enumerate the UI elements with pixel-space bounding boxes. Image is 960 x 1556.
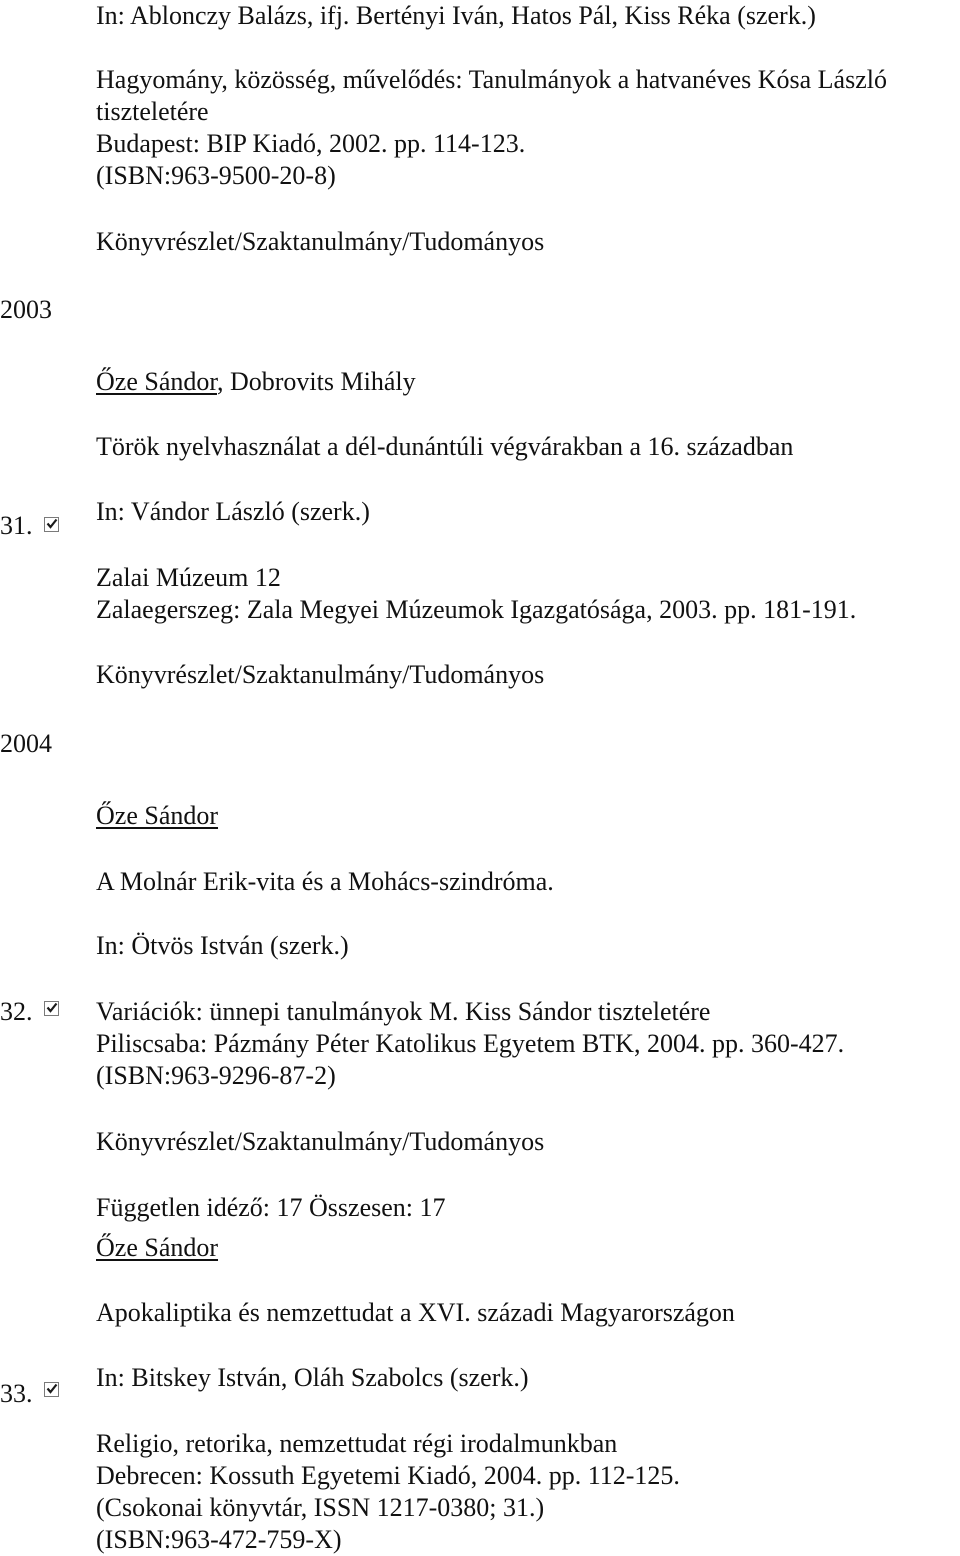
year-heading-2003: 2003 <box>0 295 52 324</box>
entry-book-title-line1: Hagyomány, közösség, művelődés: Tanulmányok a hatvanéves Kósa László <box>96 65 887 94</box>
entry-in-line: In: Ablonczy Balázs, ifj. Bertényi Iván, Hatos Pál, Kiss Réka (szerk.) <box>96 1 816 30</box>
entry-number: 31. <box>0 511 33 540</box>
entry-isbn: (ISBN:963-9500-20-8) <box>96 161 336 190</box>
author-link[interactable]: Őze Sándor <box>96 1233 219 1262</box>
entry-number: 33. <box>0 1379 33 1408</box>
entry-in-line: In: Ötvös István (szerk.) <box>96 931 349 960</box>
entry-book-title: Religio, retorika, nemzettudat régi irodalmunkban <box>96 1429 618 1458</box>
entry-title: A Molnár Erik-vita és a Mohács-szindróma. <box>96 867 554 896</box>
entry-publisher: Piliscsaba: Pázmány Péter Katolikus Egyetem BTK, 2004. pp. 360-427. <box>96 1029 845 1058</box>
entry-publisher: Budapest: BIP Kiadó, 2002. pp. 114-123. <box>96 129 526 158</box>
entry-in-line: In: Vándor László (szerk.) <box>96 497 370 526</box>
entry-series: (Csokonai könyvtár, ISSN 1217-0380; 31.) <box>96 1493 545 1522</box>
entry-isbn: (ISBN:963-472-759-X) <box>96 1525 342 1554</box>
entry-book-title: Variációk: ünnepi tanulmányok M. Kiss Sándor tiszteletére <box>96 997 711 1026</box>
entry-type: Könyvrészlet/Szaktanulmány/Tudományos <box>96 1127 545 1156</box>
citation-count: Független idéző: 17 Összesen: 17 <box>96 1193 446 1222</box>
entry-title: Apokaliptika és nemzettudat a XVI. századi Magyarországon <box>96 1298 735 1327</box>
checkbox-checked-icon[interactable] <box>44 517 59 532</box>
entry-type: Könyvrészlet/Szaktanulmány/Tudományos <box>96 660 545 689</box>
coauthor-text: , Dobrovits Mihály <box>216 367 416 396</box>
author-link[interactable]: Őze Sándor <box>96 801 219 830</box>
entry-authors <box>96 366 416 398</box>
author-link[interactable]: Őze Sándor <box>96 367 217 396</box>
entry-in-line: In: Bitskey István, Oláh Szabolcs (szerk.) <box>96 1363 529 1392</box>
entry-type: Könyvrészlet/Szaktanulmány/Tudományos <box>96 227 545 256</box>
entry-publisher: Debrecen: Kossuth Egyetemi Kiadó, 2004. pp. 112-125. <box>96 1461 680 1490</box>
entry-book-title: Zalai Múzeum 12 <box>96 563 281 592</box>
entry-book-title-line2: tiszteletére <box>96 97 209 126</box>
checkbox-checked-icon[interactable] <box>44 1382 59 1397</box>
entry-isbn: (ISBN:963-9296-87-2) <box>96 1061 336 1090</box>
year-heading-2004: 2004 <box>0 729 52 758</box>
checkbox-checked-icon[interactable] <box>44 1001 59 1016</box>
entry-authors <box>96 1232 218 1264</box>
entry-number: 32. <box>0 997 33 1026</box>
entry-publisher: Zalaegerszeg: Zala Megyei Múzeumok Igazgatósága, 2003. pp. 181-191. <box>96 595 857 624</box>
entry-title: Török nyelvhasználat a dél-dunántúli végvárakban a 16. században <box>96 432 794 461</box>
entry-authors <box>96 800 218 832</box>
